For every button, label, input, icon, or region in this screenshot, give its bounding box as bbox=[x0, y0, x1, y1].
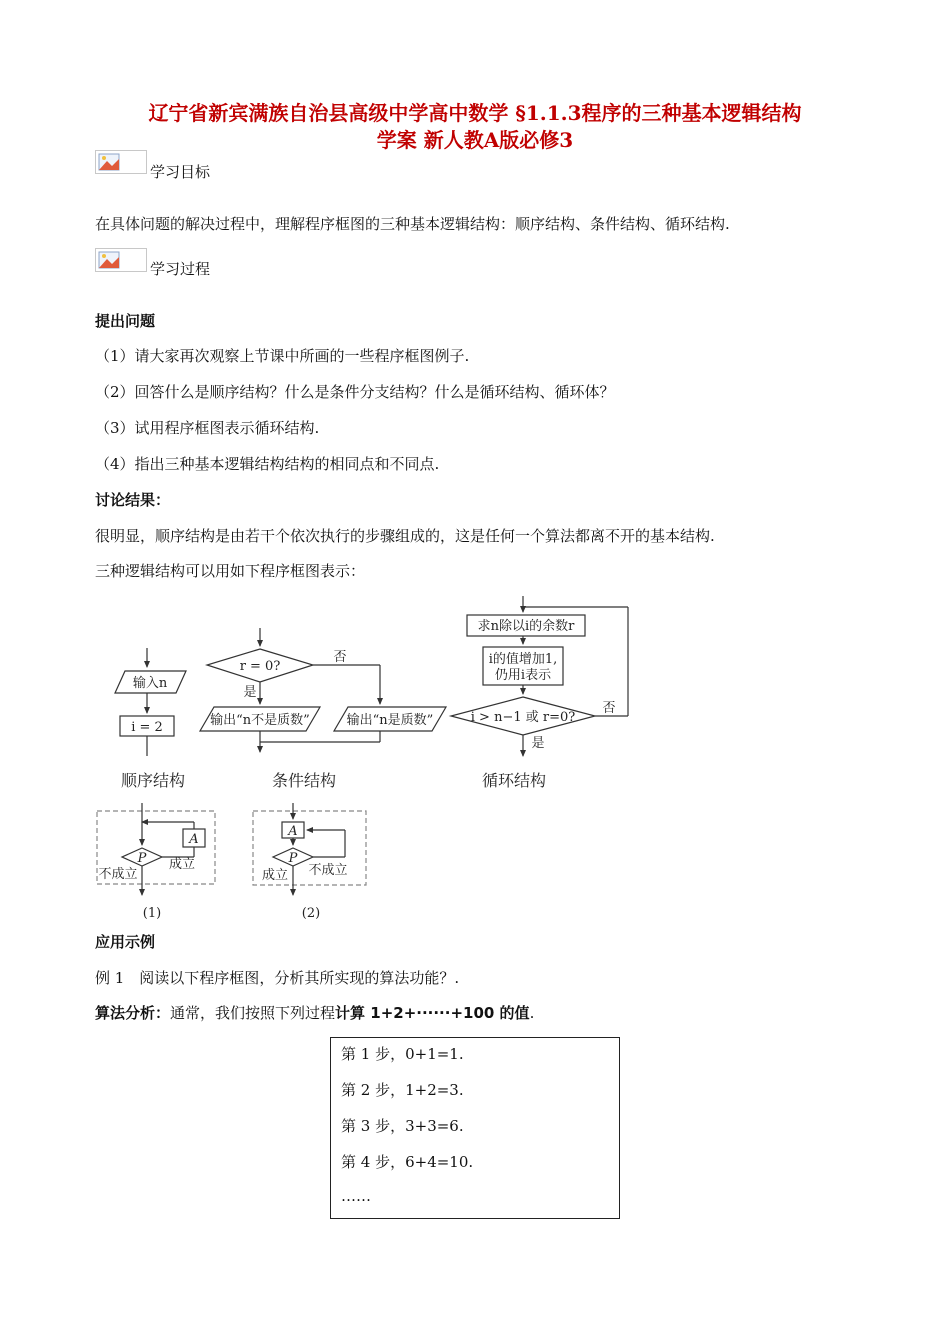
sub1-caption: (1) bbox=[142, 906, 162, 921]
sub2-a-label: A bbox=[288, 824, 298, 839]
cond-no-label: 否 bbox=[333, 650, 347, 665]
analysis-text: 通常，我们按照下列过程 bbox=[170, 1004, 336, 1022]
sub1-p-label: P bbox=[137, 851, 147, 866]
sub2-yes-label: 成立 bbox=[261, 868, 289, 883]
image-placeholder-icon bbox=[95, 248, 147, 272]
sub1-yes-label: 成立 bbox=[168, 857, 196, 872]
sub1-a-label: A bbox=[189, 832, 199, 847]
discussion-text: 很明显，顺序结构是由若干个依次执行的步骤组成的，这是任何一个算法都离不开的基本结构. bbox=[95, 527, 715, 545]
loop-decision-label: i > n−1 或 r=0? bbox=[470, 710, 576, 725]
cond-decision-label: r = 0? bbox=[239, 659, 281, 674]
broken-image-icon bbox=[98, 153, 120, 171]
question-item: （4）指出三种基本逻辑结构结构的相同点和不同点. bbox=[95, 455, 440, 473]
cond-out-left-label: 输出“n不是质数” bbox=[210, 713, 310, 728]
analysis-end: . bbox=[529, 1004, 535, 1022]
questions-heading: 提出问题 bbox=[95, 312, 156, 330]
question-item: （3）试用程序框图表示循环结构. bbox=[95, 419, 320, 437]
analysis-bold: 计算 1+2+······+100 的值 bbox=[335, 1004, 530, 1022]
discussion-heading: 讨论结果： bbox=[95, 491, 171, 509]
step-line: 第 3 步，3+3=6. bbox=[341, 1117, 464, 1135]
loop-box1-label: 求n除以i的余数r bbox=[477, 619, 575, 634]
loop-caption: 循环结构 bbox=[481, 771, 547, 790]
sub2-caption: (2) bbox=[301, 906, 321, 921]
document-title-line2: 学案 新人教A版必修3 bbox=[376, 128, 574, 152]
question-item: （2）回答什么是顺序结构？什么是条件分支结构？什么是循环结构、循环体？ bbox=[95, 383, 615, 401]
document-title-line1: 辽宁省新宾满族自治县高级中学高中数学 §1.1.3程序的三种基本逻辑结构 bbox=[148, 101, 802, 125]
loop-box2-line2: 仍用i表示 bbox=[494, 668, 552, 683]
step-line: 第 1 步，0+1=1. bbox=[341, 1045, 464, 1063]
loop-yes-label: 是 bbox=[531, 736, 545, 751]
image-placeholder-icon bbox=[95, 150, 147, 174]
cond-out-right-label: 输出“n是质数” bbox=[346, 713, 434, 728]
sub2-no-label: 不成立 bbox=[308, 863, 348, 878]
discussion-text: 三种逻辑结构可以用如下程序框图表示： bbox=[95, 562, 366, 580]
question-item: （1）请大家再次观察上节课中所画的一些程序框图例子. bbox=[95, 347, 470, 365]
analysis-paragraph bbox=[95, 1003, 534, 1023]
step-line: 第 4 步，6+4=10. bbox=[341, 1153, 474, 1171]
process-heading: 学习过程 bbox=[150, 260, 211, 278]
goal-heading: 学习目标 bbox=[150, 163, 211, 181]
example-heading: 应用示例 bbox=[95, 933, 156, 951]
step-line: 第 2 步，1+2=3. bbox=[341, 1081, 464, 1099]
steps-box bbox=[330, 1037, 620, 1219]
seq-assign-label: i = 2 bbox=[131, 720, 163, 735]
cond-caption: 条件结构 bbox=[271, 771, 337, 790]
seq-caption: 顺序结构 bbox=[120, 771, 186, 790]
broken-image-icon bbox=[98, 251, 120, 269]
example-1-text: 例 1 阅读以下程序框图，分析其所实现的算法功能？. bbox=[95, 969, 460, 987]
goal-text: 在具体问题的解决过程中，理解程序框图的三种基本逻辑结构：顺序结构、条件结构、循环结构. bbox=[95, 215, 730, 233]
seq-input-label: 输入n bbox=[132, 676, 168, 691]
step-line: …… bbox=[341, 1187, 371, 1205]
loop-box2-line1: i的值增加1, bbox=[488, 652, 558, 667]
sub1-no-label: 不成立 bbox=[98, 867, 138, 882]
sub2-p-label: P bbox=[288, 851, 298, 866]
cond-yes-label: 是 bbox=[243, 685, 257, 700]
analysis-label: 算法分析： bbox=[95, 1004, 171, 1022]
loop-no-label: 否 bbox=[602, 701, 616, 716]
flowchart-figure bbox=[0, 590, 950, 925]
